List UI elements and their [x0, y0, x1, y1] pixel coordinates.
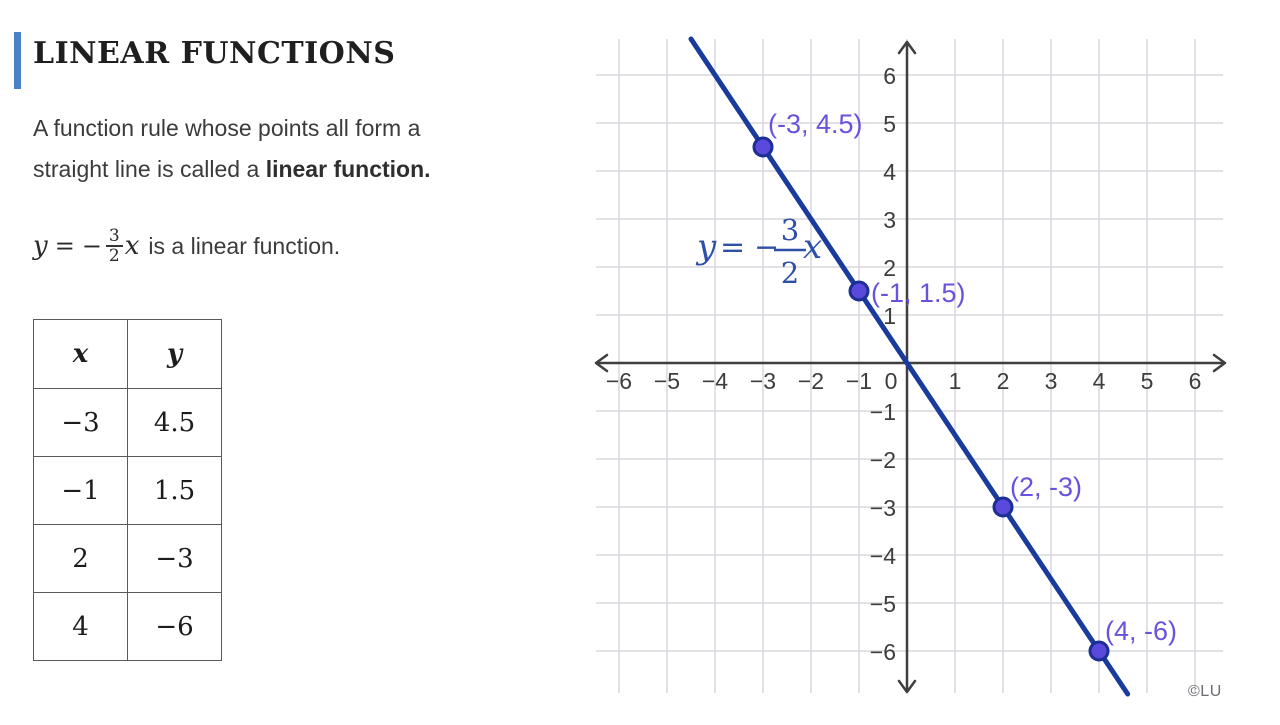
y-tick-label: −5 — [869, 591, 896, 617]
y-tick-label: −4 — [869, 543, 896, 569]
intro-line-1: A function rule whose points all form a — [33, 115, 421, 141]
x-tick-label: −4 — [701, 368, 729, 394]
y-tick-label: 6 — [883, 63, 896, 89]
title-accent-bar — [14, 32, 21, 89]
graph-equation-x: x — [803, 227, 823, 267]
table-row — [34, 457, 222, 525]
data-point — [754, 138, 772, 156]
table-row — [34, 525, 222, 593]
graph-equation-equals: = — [720, 230, 746, 265]
equation-statement — [33, 218, 340, 274]
data-point-label: (4, -6) — [1105, 616, 1178, 646]
y-tick-label: 3 — [883, 207, 896, 233]
table-cell-x: 4 — [34, 593, 128, 661]
y-tick-label: −3 — [869, 495, 896, 521]
table-cell-x: −1 — [34, 457, 128, 525]
fraction-denominator: 2 — [106, 245, 123, 265]
y-tick-label: 4 — [883, 159, 896, 185]
equation-math — [33, 227, 139, 265]
table-cell-y: 4.5 — [128, 389, 222, 457]
fraction — [106, 227, 123, 265]
table-header-x: x — [34, 320, 128, 389]
x-tick-label: 6 — [1188, 368, 1202, 394]
equation-lhs: y — [33, 231, 48, 261]
table-cell-y: −3 — [128, 525, 222, 593]
y-tick-label: −6 — [869, 639, 896, 665]
xy-table — [33, 319, 222, 661]
intro-paragraph — [33, 108, 553, 190]
page-title: LINEAR FUNCTIONS — [33, 36, 396, 71]
coordinate-graph — [560, 0, 1280, 725]
x-tick-label: 0 — [884, 368, 898, 394]
data-point — [850, 282, 868, 300]
data-point-label: (-3, 4.5) — [768, 109, 863, 139]
x-tick-label: −3 — [749, 368, 777, 394]
function-line — [691, 39, 1128, 694]
y-tick-label: 2 — [883, 255, 896, 281]
x-tick-label: 1 — [948, 368, 962, 394]
equation-suffix: is a linear function. — [148, 232, 341, 259]
table-row — [34, 389, 222, 457]
table-cell-x: 2 — [34, 525, 128, 593]
graph-equation-y: y — [697, 227, 717, 267]
y-tick-label: −2 — [869, 447, 896, 473]
graph-equation-denominator: 2 — [780, 256, 800, 290]
x-tick-label: −1 — [845, 368, 873, 394]
graph-equation-numerator: 3 — [780, 213, 800, 247]
equation-variable: x — [124, 231, 140, 261]
x-tick-label: 2 — [996, 368, 1010, 394]
y-tick-label: 5 — [883, 111, 896, 137]
table-cell-x: −3 — [34, 389, 128, 457]
minus-sign: − — [81, 232, 102, 260]
copyright-watermark: ©LU — [1188, 683, 1222, 700]
graph-equation-minus: − — [754, 230, 780, 265]
y-tick-label: −1 — [869, 399, 896, 425]
x-tick-label: −5 — [653, 368, 681, 394]
y-tick-label: 1 — [883, 303, 896, 329]
table-header-row — [34, 320, 222, 389]
x-tick-label: 5 — [1140, 368, 1154, 394]
x-tick-label: −2 — [797, 368, 825, 394]
intro-bold-term: linear function. — [265, 156, 431, 182]
data-point-label: (2, -3) — [1010, 472, 1083, 502]
x-tick-label: 4 — [1092, 368, 1106, 394]
data-point-label: (-1, 1.5) — [871, 278, 966, 308]
x-tick-label: −6 — [605, 368, 633, 394]
equals-sign: = — [54, 232, 75, 260]
table-header-y: y — [128, 320, 222, 389]
table-cell-y: −6 — [128, 593, 222, 661]
fraction-numerator: 3 — [108, 226, 120, 246]
table-row — [34, 593, 222, 661]
table-cell-y: 1.5 — [128, 457, 222, 525]
intro-line-2: straight line is called a linear function. — [33, 156, 431, 182]
x-tick-label: 3 — [1044, 368, 1058, 394]
